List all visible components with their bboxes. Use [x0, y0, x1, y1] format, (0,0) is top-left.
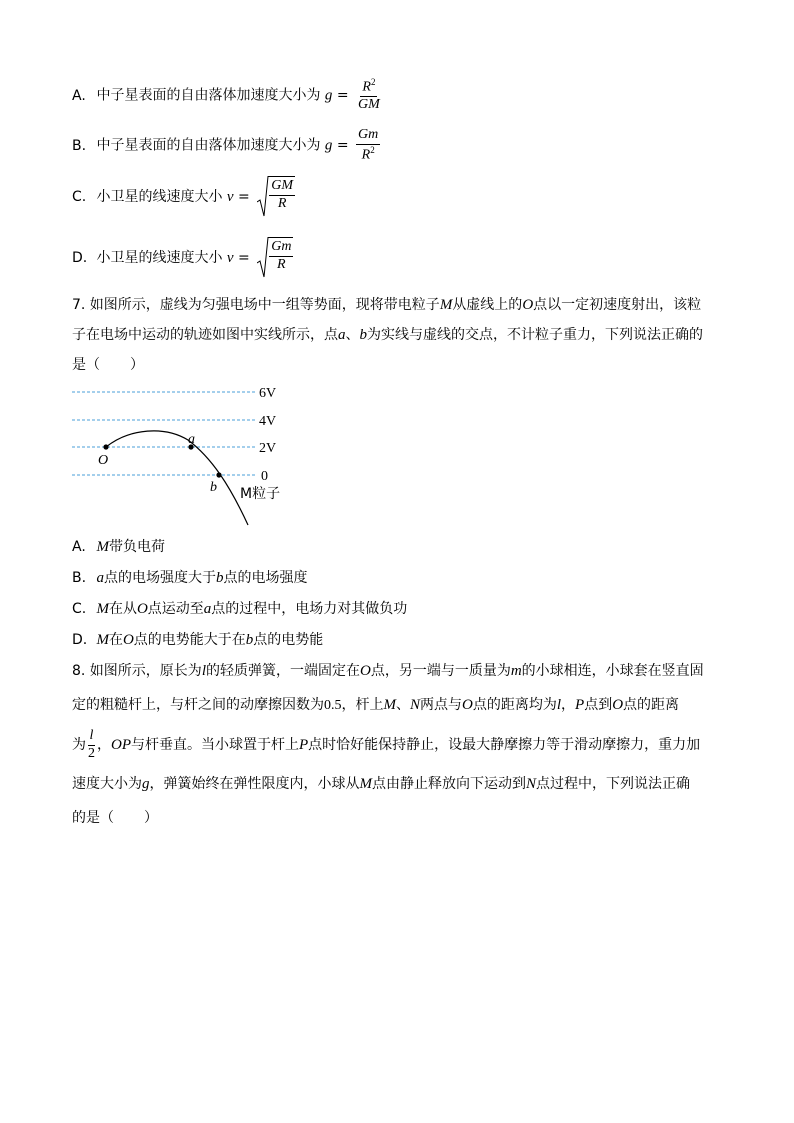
q8-text: 8. 如图所示，原长为 [72, 663, 202, 679]
math-eq: = [336, 137, 349, 154]
math-var: M [96, 632, 109, 648]
particle-label: M粒子 [240, 486, 281, 502]
q6-option-a [72, 78, 382, 113]
q6-option-b [72, 128, 380, 163]
math-var: g [142, 776, 150, 792]
friction-coefficient: 0.5 [324, 698, 342, 713]
q8-text: 点时恰好能保持静止，设最大静摩擦力等于滑动摩擦力，重力加 [308, 737, 701, 753]
fraction-denominator: R [361, 147, 371, 163]
math-var: l [201, 663, 206, 679]
exponent: 2 [370, 77, 376, 87]
fraction-denominator: GM [358, 97, 380, 113]
option-text: 点的电场强度 [223, 570, 308, 586]
option-text: 点运动至 [147, 601, 204, 617]
q8-text: ， [97, 737, 111, 753]
point-o [103, 444, 108, 449]
q8-text: 点由静止释放向下运动到 [372, 776, 526, 792]
q7-option-b [72, 567, 307, 587]
square-root [257, 237, 293, 279]
option-text: 中子星表面的自由落体加速度大小为 [96, 87, 321, 104]
math-var: P [575, 697, 585, 713]
math-var: O [522, 297, 534, 313]
math-var: O [122, 632, 134, 648]
q7-text: 子在电场中运动的轨迹如图中实线所示，点 [72, 327, 338, 343]
option-label: B. [72, 137, 87, 154]
option-label: D. [72, 632, 88, 648]
q7-text: 为实线与虚线的交点，不计粒子重力，下列说法正确的 [367, 327, 703, 343]
point-o-label: O [98, 453, 109, 468]
exponent: 2 [370, 144, 375, 155]
q7-text: ） [130, 357, 144, 373]
math-var: N [526, 776, 537, 792]
option-text: 小卫星的线速度大小 [96, 250, 223, 266]
math-var: M [96, 539, 109, 555]
option-text: 点的电势能大于在 [133, 632, 246, 648]
fraction-denominator: R [277, 195, 287, 211]
q8-text: 点到 [584, 697, 613, 713]
option-text: 中子星表面的自由落体加速度大小为 [96, 137, 321, 154]
option-text: 点的过程中，电场力对其做负功 [211, 601, 408, 617]
option-label: A. [72, 539, 86, 555]
math-eq: = [238, 250, 250, 266]
math-var: v [226, 189, 234, 205]
q7-option-a [72, 536, 165, 556]
option-label: C. [72, 189, 87, 205]
q7-text: 、 [345, 327, 360, 343]
q7-text: 点以一定初速度射出，该粒 [533, 297, 702, 313]
math-var: a [203, 601, 212, 617]
math-var: m [510, 663, 522, 679]
option-label: A. [72, 87, 86, 104]
q8-text: ） [144, 810, 158, 826]
level-label-4v: 4V [259, 414, 277, 429]
q8-text: 速度大小为 [72, 776, 142, 792]
q8-text: 的是（ [72, 810, 114, 826]
fraction [86, 729, 97, 761]
math-var: N [410, 697, 421, 713]
q8-text: 两点与 [420, 697, 463, 713]
option-label: C. [72, 601, 87, 617]
math-var: OP [111, 737, 131, 753]
q7-text: 7. 如图所示，虚线为匀强电场中一组等势面，现将带电粒子 [72, 297, 440, 313]
fraction-denominator: R [277, 256, 286, 272]
option-text: 点的电势能 [253, 632, 324, 648]
option-text: 点的电场强度大于 [103, 570, 216, 586]
q8-text: 定的粗糙杆上，与杆之间的动摩擦因数为 [72, 697, 324, 713]
q8-text: ， [561, 697, 576, 713]
point-b-label: b [210, 480, 217, 495]
fraction [356, 128, 380, 163]
math-eq: = [238, 189, 250, 205]
q8-text: 的小球相连，小球套在竖直固 [521, 663, 704, 679]
option-text: 小卫星的线速度大小 [96, 189, 223, 205]
radical-sign-icon [257, 237, 269, 279]
q7-text: 从虚线上的 [452, 297, 523, 313]
q8-text: ，杆上 [341, 697, 384, 713]
level-label-6v: 6V [259, 386, 277, 401]
math-var: v [226, 250, 234, 266]
fraction-numerator: R [362, 79, 371, 95]
q6-option-c [72, 176, 295, 218]
option-label: D. [72, 250, 88, 266]
fraction [356, 78, 382, 113]
math-var: g [324, 87, 333, 104]
fraction-numerator: Gm [269, 240, 293, 257]
math-var: O [136, 601, 148, 617]
equipotential-figure [60, 378, 300, 530]
q8-text: 点，另一端与一质量为 [370, 663, 511, 679]
level-label-2v: 2V [259, 441, 277, 456]
point-b [216, 472, 221, 477]
option-text: 带负电荷 [108, 539, 165, 555]
q8-text: 为 [72, 737, 86, 753]
math-var: O [462, 697, 473, 713]
square-root [257, 176, 295, 218]
math-var: a [338, 327, 346, 343]
math-eq: = [336, 87, 349, 104]
fraction-numerator: GM [269, 179, 295, 196]
q8-text: 与杆垂直。当小球置于杆上 [131, 737, 299, 753]
option-text: 在从 [108, 601, 137, 617]
option-text: 在 [108, 632, 123, 648]
q8-stem [72, 654, 722, 835]
q7-stem [72, 290, 722, 380]
q8-text: 的轻质弹簧，一端固定在 [205, 663, 360, 679]
fraction-numerator: l [88, 729, 96, 746]
option-label: B. [72, 570, 87, 586]
radical-sign-icon [257, 176, 269, 218]
fraction-numerator: Gm [356, 128, 380, 145]
math-var: O [612, 697, 624, 713]
math-var: P [299, 737, 309, 753]
math-var: b [359, 327, 367, 343]
math-var: M [359, 776, 372, 792]
math-var: b [215, 570, 224, 586]
math-var: O [359, 663, 371, 679]
math-var: g [324, 137, 333, 154]
q8-text: 点的距离 [623, 697, 680, 713]
q8-text: 、 [396, 697, 410, 713]
q7-text: 是（ [72, 357, 100, 373]
q6-option-d [72, 237, 293, 279]
q8-text: 点的距离均为 [472, 697, 557, 713]
math-var: M [439, 297, 453, 313]
fraction-denominator: 2 [88, 745, 95, 761]
q7-option-c [72, 598, 407, 618]
math-var: M [383, 697, 396, 713]
point-a-label: a [188, 432, 195, 447]
level-label-0v: 0 [261, 469, 268, 484]
q7-option-d [72, 629, 323, 649]
math-var: M [96, 601, 109, 617]
math-var: a [96, 570, 104, 586]
particle-trajectory [106, 431, 248, 525]
q8-text: ，弹簧始终在弹性限度内，小球从 [149, 776, 360, 792]
math-var: b [245, 632, 254, 648]
q8-text: 点过程中，下列说法正确 [536, 776, 691, 792]
math-var: l [556, 697, 562, 713]
